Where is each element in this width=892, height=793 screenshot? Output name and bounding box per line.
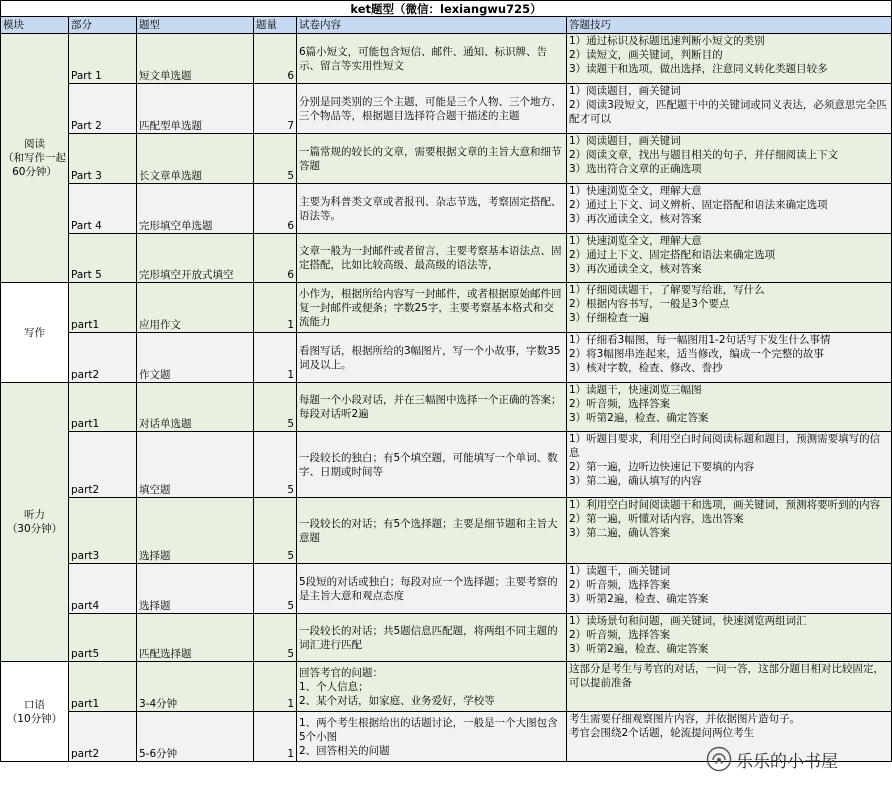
content-cell: 小作为，根据所给内容写一封邮件，或者根据原始邮件回复一封邮件或便条；字数25字，主要考察基本格式和交流能力: [297, 283, 567, 333]
question-type-cell: 填空题: [137, 432, 254, 498]
table-row: [1, 662, 892, 712]
content-cell: 主要为科普类文章或者报刊、杂志节选，考察固定搭配、语法等。: [297, 184, 567, 234]
question-type-cell: 对话单选题: [137, 383, 254, 432]
table-row: [1, 333, 892, 383]
module-cell: 听力 （30分钟）: [1, 383, 69, 662]
part-cell: part2: [69, 712, 137, 762]
tip-line: 2）听音频，选择答案: [569, 579, 671, 591]
tips-cell: [567, 498, 892, 564]
wechat-official-account-icon: [706, 746, 732, 772]
table-row: [1, 383, 892, 432]
tips-cell: [567, 383, 892, 432]
table-row: [1, 498, 892, 564]
header-row: [1, 17, 892, 34]
tip-line: 3）再次通读全文，核对答案: [569, 263, 702, 275]
tip-line: 3）听第2遍，检查、确定答案: [569, 593, 709, 605]
tips-cell: [567, 134, 892, 184]
content-cell: 一段较长的对话；有5个选择题；主要是细节题和主旨大意题: [297, 498, 567, 564]
question-count-cell: 5: [254, 614, 297, 662]
tips-cell: [567, 234, 892, 283]
tips-cell: [567, 333, 892, 383]
table-row: [1, 283, 892, 333]
question-count-cell: 6: [254, 34, 297, 84]
question-type-cell: 选择题: [137, 498, 254, 564]
question-type-cell: 完形填空开放式填空: [137, 234, 254, 283]
question-count-cell: 1: [254, 712, 297, 762]
watermark-text: 乐乐的小书屋: [736, 751, 838, 772]
content-cell: 分别是同类别的三个主题，可能是三个人物、三个地方、三个物品等，根据题目选择符合题干描述的主题: [297, 84, 567, 134]
header-content: 试卷内容: [297, 17, 567, 34]
tip-line: 3）第二遍，确认填写的内容: [569, 475, 702, 487]
module-cell: 阅读 （和写作一起60分钟）: [1, 34, 69, 283]
question-count-cell: 1: [254, 662, 297, 712]
part-cell: part1: [69, 383, 137, 432]
content-cell: 一段较长的对话；共5题信息匹配题，将两组不同主题的词汇进行匹配: [297, 614, 567, 662]
table-row: [1, 184, 892, 234]
question-count-cell: 1: [254, 333, 297, 383]
part-cell: part1: [69, 283, 137, 333]
tip-line: 这部分是考生与考官的对话，一问一答，这部分题目相对比较固定，可以提前准备: [569, 663, 884, 689]
tip-line: 1）读题干，画关键词: [569, 565, 671, 577]
content-cell: 6篇小短文，可能包含短信、邮件、通知、标识牌、告示、留言等实用性短文: [297, 34, 567, 84]
tip-line: 1）仔细阅读题干，了解要写给谁，写什么: [569, 284, 765, 296]
question-type-cell: 长文章单选题: [137, 134, 254, 184]
tip-line: 2）第一遍，边听边快速记下要填的内容: [569, 461, 755, 473]
part-cell: Part 3: [69, 134, 137, 184]
tip-line: 1）读场景句和问题，画关键词，快速浏览两组词汇: [569, 615, 807, 627]
part-cell: part5: [69, 614, 137, 662]
table-row: [1, 34, 892, 84]
tips-cell: [567, 84, 892, 134]
question-type-cell: 完形填空单选题: [137, 184, 254, 234]
question-type-cell: 匹配选择题: [137, 614, 254, 662]
tip-line: 3）听第2遍，检查、确定答案: [569, 412, 709, 424]
question-count-cell: 5: [254, 498, 297, 564]
tip-line: 2）通过上下文、固定搭配和语法来确定选项: [569, 249, 776, 261]
question-count-cell: 5: [254, 432, 297, 498]
question-type-cell: 5-6分钟: [137, 712, 254, 762]
part-cell: part3: [69, 498, 137, 564]
question-count-cell: 5: [254, 383, 297, 432]
tips-cell: [567, 34, 892, 84]
tip-line: 3）仔细检查一遍: [569, 312, 650, 324]
header-count: 题量: [254, 17, 297, 34]
content-cell: 一段较长的独白；有5个填空题，可能填写一个单词、数字、日期或时间等: [297, 432, 567, 498]
question-count-cell: 5: [254, 134, 297, 184]
part-cell: Part 2: [69, 84, 137, 134]
question-type-cell: 作文题: [137, 333, 254, 383]
tip-line: 3）读题干和选项，做出选择，注意同义转化类题目较多: [569, 63, 828, 75]
content-cell: 回答考官的问题： 1、个人信息； 2、某个对话，如家庭、业务爱好，学校等: [297, 662, 567, 712]
question-count-cell: 7: [254, 84, 297, 134]
part-cell: part2: [69, 333, 137, 383]
tips-cell: [567, 564, 892, 614]
watermark: [706, 744, 838, 774]
question-type-cell: 应用作文: [137, 283, 254, 333]
tip-line: 考官会围绕2个话题，轮流提问两位考生: [569, 727, 755, 739]
header-part: 部分: [69, 17, 137, 34]
tip-line: 1）阅读题目，画关键词: [569, 85, 681, 97]
question-count-cell: 6: [254, 234, 297, 283]
tip-line: 2）第一遍，听懂对话内容，选出答案: [569, 513, 744, 525]
part-cell: Part 5: [69, 234, 137, 283]
tip-line: 1）快速浏览全文，理解大意: [569, 185, 702, 197]
tip-line: 3）听第2遍，检查、确定答案: [569, 643, 709, 655]
tip-line: 1）听题目要求，利用空白时间阅读标题和题目，预测需要填写的信息: [569, 433, 881, 459]
question-count-cell: 1: [254, 283, 297, 333]
tip-line: 2）通过上下文、词义辨析、固定搭配和语法来确定选项: [569, 199, 828, 211]
table-title: ket题型（微信：lexiangwu725）: [1, 1, 892, 17]
tip-line: 2）阅读3段短文，匹配题干中的关键词或同义表达，必须意思完全匹配才可以: [569, 99, 887, 125]
content-cell: 文章一般为一封邮件或者留言，主要考察基本语法点、固定搭配，比如比较高级、最高级的语法等，: [297, 234, 567, 283]
header-tips: 答题技巧: [567, 17, 892, 34]
module-cell: 口语 （10分钟）: [1, 662, 69, 762]
question-count-cell: 5: [254, 564, 297, 614]
table-row: [1, 84, 892, 134]
question-count-cell: 6: [254, 184, 297, 234]
table-row: [1, 234, 892, 283]
header-type: 题型: [137, 17, 254, 34]
content-cell: 1、两个考生根据给出的话题讨论，一般是一个大图包含5个小图 2、回答相关的问题: [297, 712, 567, 762]
part-cell: part2: [69, 432, 137, 498]
table-row: [1, 564, 892, 614]
question-type-cell: 匹配型单选题: [137, 84, 254, 134]
tip-line: 3）第二遍，确认答案: [569, 527, 671, 539]
table-row: [1, 432, 892, 498]
question-type-cell: 3-4分钟: [137, 662, 254, 712]
tips-cell: [567, 614, 892, 662]
tip-line: 1）利用空白时间阅读题干和选项，画关键词，预测将要听到的内容: [569, 499, 881, 511]
tips-cell: [567, 432, 892, 498]
part-cell: Part 1: [69, 34, 137, 84]
tip-line: 3）选出符合文章的正确选项: [569, 163, 702, 175]
tip-line: 3）核对字数，检查、修改、誊抄: [569, 362, 723, 374]
tip-line: 1）阅读题目，画关键词: [569, 135, 681, 147]
content-cell: 5段短的对话或独白；每段对应一个选择题；主要考察的是主旨大意和观点态度: [297, 564, 567, 614]
tip-line: 2）阅读文章，找出与题目相关的句子，并仔细阅读上下文: [569, 149, 839, 161]
question-type-cell: 选择题: [137, 564, 254, 614]
question-type-cell: 短文单选题: [137, 34, 254, 84]
tips-cell: [567, 184, 892, 234]
tip-line: 2）将3幅图串连起来，适当修改，编成一个完整的故事: [569, 348, 824, 360]
part-cell: Part 4: [69, 184, 137, 234]
tip-line: 2）听音频，选择答案: [569, 398, 671, 410]
tip-line: 1）读题干，快速浏览三幅图: [569, 384, 702, 396]
tip-line: 3）再次通读全文，核对答案: [569, 213, 702, 225]
tip-line: 1）仔细看3幅图，每一幅图用1-2句话写下发生什么事情: [569, 334, 831, 346]
content-cell: 看图写话，根据所给的3幅图片，写一个小故事，字数35词及以上。: [297, 333, 567, 383]
header-module: 模块: [1, 17, 69, 34]
table-row: [1, 614, 892, 662]
part-cell: part1: [69, 662, 137, 712]
content-cell: 一篇常规的较长的文章，需要根据文章的主旨大意和细节答题: [297, 134, 567, 184]
tips-cell: [567, 283, 892, 333]
tip-line: 考生需要仔细观察图片内容，并依据图片造句子。: [569, 713, 800, 725]
tip-line: 1）通过标识及标题迅速判断小短文的类别: [569, 35, 765, 47]
tip-line: 1）快速浏览全文，理解大意: [569, 235, 702, 247]
module-cell: 写作: [1, 283, 69, 383]
table-row: [1, 134, 892, 184]
tip-line: 2）听音频，选择答案: [569, 629, 671, 641]
tips-cell: [567, 662, 892, 712]
part-cell: part4: [69, 564, 137, 614]
content-cell: 每题一个小段对话，并在三幅图中选择一个正确的答案；每段对话听2遍: [297, 383, 567, 432]
tip-line: 2）读短文，画关键词，判断目的: [569, 49, 723, 61]
tip-line: 2）根据内容书写，一般是3个要点: [569, 298, 730, 310]
